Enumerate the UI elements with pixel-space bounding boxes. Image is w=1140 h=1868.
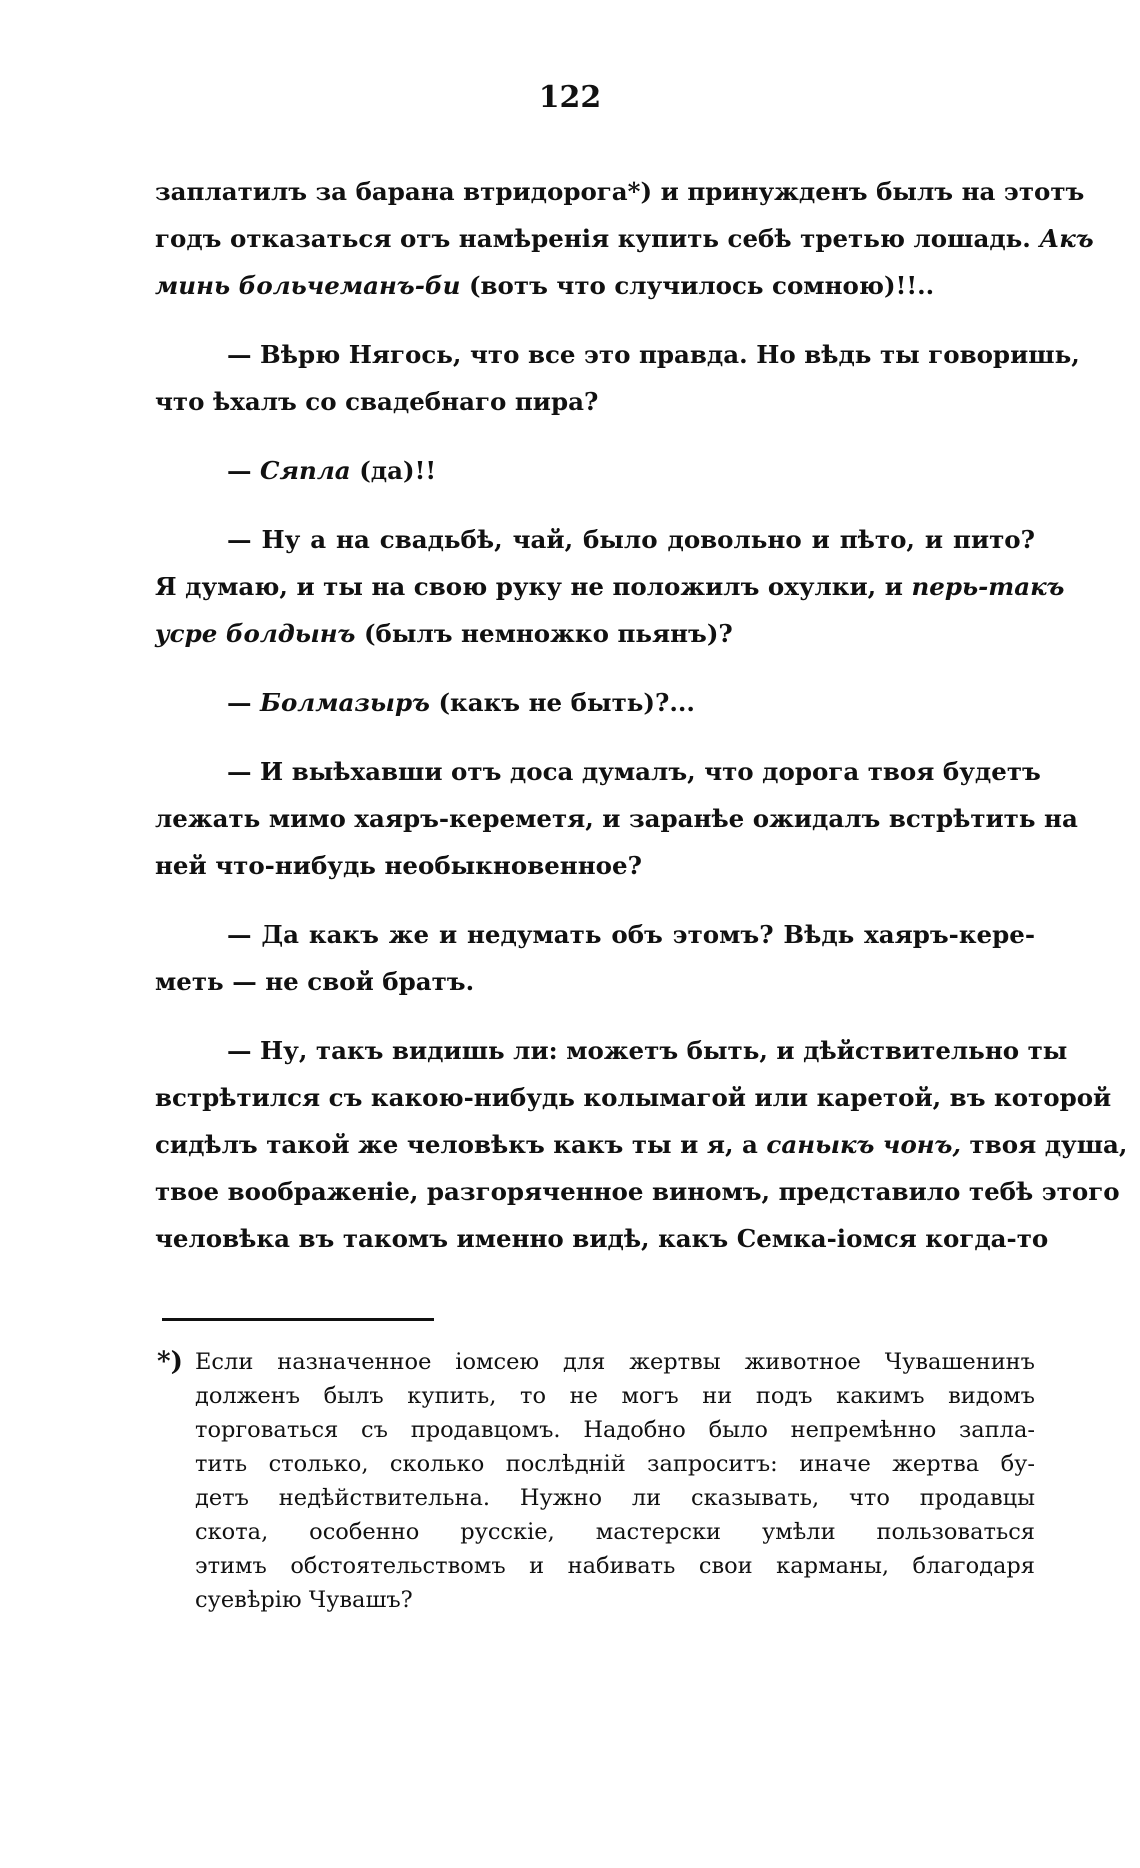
text-line: лежать мимо хаяръ-кереметя, и заранѣе ожидалъ встрѣтить на — [155, 804, 1078, 833]
text-fragment: (вотъ что случилось сомною)!!.. — [468, 271, 935, 300]
text-line — [155, 215, 1094, 262]
footnote-line: этимъ обстоятельствомъ и набивать свои карманы, благодаря — [195, 1553, 1035, 1579]
dash: — — [227, 456, 252, 485]
footnote-line: долженъ былъ купить, то не могъ ни подъ какимъ видомъ — [195, 1383, 1035, 1409]
footnote-mark: *) — [157, 1347, 183, 1377]
chuvash-phrase: Сяпла — [260, 456, 351, 485]
text-fragment: Я думаю, и ты на свою руку не положилъ охулки, и — [155, 572, 903, 601]
footnote-line: детъ недѣйствительна. Нужно ли сказывать, что продавцы — [195, 1485, 1035, 1511]
text-line — [155, 679, 1035, 726]
paragraph-1 — [155, 168, 1094, 309]
footnote-line: скота, особенно русскіе, мастерски умѣли пользоваться — [195, 1519, 1035, 1545]
text-fragment: твоя душа, — [969, 1130, 1128, 1159]
text-line — [155, 563, 1065, 610]
chuvash-phrase: саныкъ чонъ, — [766, 1130, 961, 1159]
text-line — [155, 447, 1035, 494]
text-line — [155, 610, 1035, 657]
text-fragment: (какъ не быть)?... — [438, 688, 695, 717]
text-line: — Вѣрю Нягось, что все это правда. Но вѣдь ты говоришь, — [227, 340, 1080, 369]
footnote-line: торговаться съ продавцомъ. Надобно было непремѣнно запла- — [195, 1417, 1035, 1443]
paragraph-2 — [155, 331, 1080, 425]
paragraph-5 — [155, 679, 1035, 726]
chuvash-phrase: Болмазыръ — [260, 688, 430, 717]
footnote — [157, 1345, 1035, 1617]
dash: — — [227, 688, 252, 717]
text-fragment: годъ отказаться отъ намѣренія купить себѣ третью лошадь. — [155, 224, 1031, 253]
text-line: — Ну, такъ видишь ли: можетъ быть, и дѣйствительно ты — [227, 1036, 1068, 1065]
text-line: — Ну а на свадьбѣ, чай, было довольно и пѣто, и пито? — [227, 525, 1035, 554]
footnote-line: суевѣрію Чувашъ? — [195, 1587, 413, 1613]
paragraph-4 — [155, 516, 1065, 657]
text-line: что ѣхалъ со свадебнаго пира? — [155, 387, 599, 416]
paragraph-7 — [155, 911, 1035, 1005]
text-line: меть — не свой братъ. — [155, 967, 475, 996]
text-fragment: сидѣлъ такой же человѣкъ какъ ты и я, а — [155, 1130, 758, 1159]
paragraph-6 — [155, 748, 1078, 889]
text-line — [155, 1121, 1128, 1168]
text-line: — И выѣхавши отъ доса думалъ, что дорога твоя будетъ — [227, 757, 1041, 786]
text-line — [155, 262, 1035, 309]
chuvash-phrase: Акъ — [1039, 224, 1094, 253]
page-number: 122 — [538, 80, 602, 115]
footnote-line: Если назначенное іомсею для жертвы животное Чувашенинъ — [195, 1349, 1035, 1375]
chuvash-phrase: минь больчеманъ-би — [155, 271, 461, 300]
text-fragment: (да)!! — [359, 456, 437, 485]
chuvash-phrase: перь-такъ — [911, 572, 1065, 601]
text-line: человѣка въ такомъ именно видѣ, какъ Семка-іомся когда-то — [155, 1224, 1049, 1253]
main-text — [155, 168, 1128, 1262]
text-line: ней что-нибудь необыкновенное? — [155, 851, 642, 880]
footnote-rule — [162, 1318, 434, 1321]
footnote-line: тить столько, сколько послѣдній запроситъ: иначе жертва бу- — [195, 1451, 1035, 1477]
paragraph-3 — [155, 447, 1035, 494]
text-fragment: (былъ немножко пьянъ)? — [363, 619, 733, 648]
text-line: встрѣтился съ какою-нибудь колымагой или каретой, въ которой — [155, 1083, 1112, 1112]
text-line: твое воображеніе, разгоряченное виномъ, представило тебѣ этого — [155, 1177, 1120, 1206]
paragraph-8 — [155, 1027, 1128, 1262]
chuvash-phrase: усре болдынъ — [155, 619, 356, 648]
text-line: заплатилъ за барана втридорога*) и принужденъ былъ на этотъ — [155, 177, 1085, 206]
text-line: — Да какъ же и недумать объ этомъ? Вѣдь хаяръ-кере- — [227, 920, 1035, 949]
